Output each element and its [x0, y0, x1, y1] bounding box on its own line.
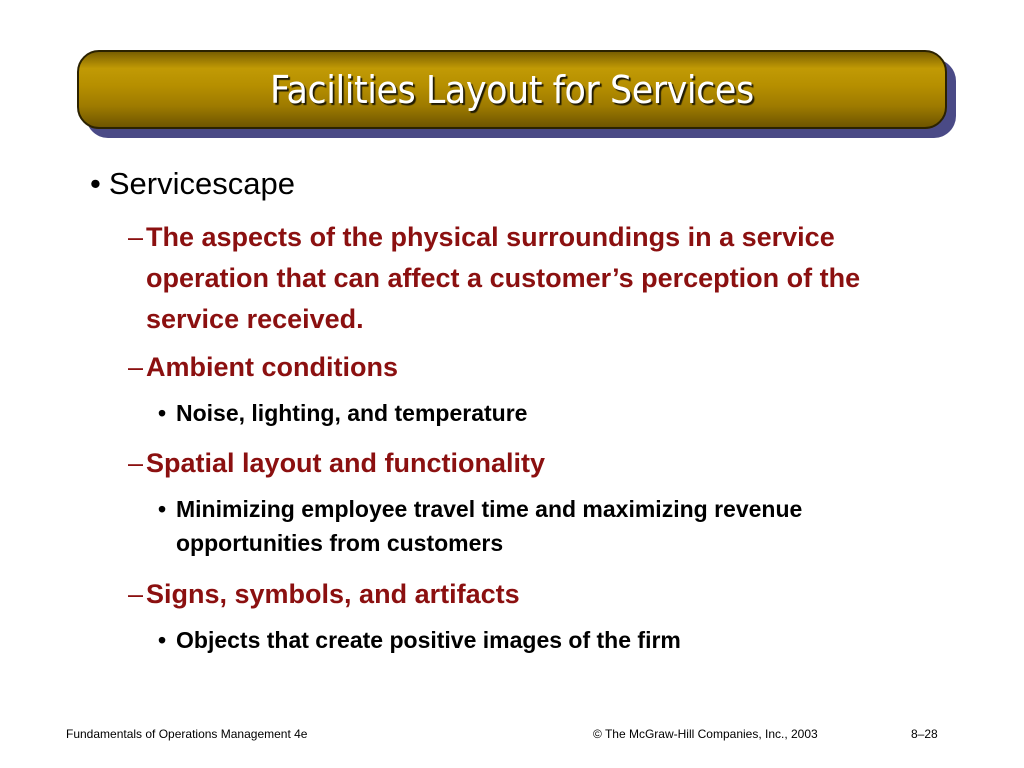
detail-text: Minimizing employee travel time and maximizing revenue opportunities from customers [176, 496, 803, 556]
footer-page-number: 8–28 [911, 727, 938, 741]
detail-spatial-layout [158, 492, 918, 560]
subbullet-definition [128, 217, 908, 340]
detail-ambient-conditions [158, 396, 918, 430]
subbullet-spatial-layout [128, 443, 908, 484]
detail-signs-symbols [158, 623, 918, 657]
bullet-icon: • [158, 496, 167, 522]
definition-text: The aspects of the physical surroundings in a service operation that can affect a customer’s perception of the service received. [146, 222, 861, 334]
slide-title: Facilities Layout for Services [270, 67, 754, 112]
bullet-icon: • [90, 166, 101, 201]
dash-icon: – [128, 352, 144, 382]
subbullet-ambient-conditions [128, 347, 908, 388]
subpoint-label: Ambient conditions [146, 352, 398, 382]
footer-book-title: Fundamentals of Operations Management 4e [66, 727, 308, 741]
subpoint-label: Spatial layout and functionality [146, 448, 546, 478]
detail-text: Noise, lighting, and temperature [176, 400, 528, 426]
main-point-text: Servicescape [108, 166, 295, 201]
dash-icon: – [128, 579, 144, 609]
bullet-servicescape [90, 166, 295, 202]
dash-icon: – [128, 222, 144, 252]
detail-text: Objects that create positive images of the firm [176, 627, 681, 653]
subpoint-label: Signs, symbols, and artifacts [146, 579, 520, 609]
bullet-icon: • [158, 627, 167, 653]
bullet-icon: • [158, 400, 167, 426]
subbullet-signs-symbols [128, 574, 908, 615]
dash-icon: – [128, 448, 144, 478]
footer-copyright: © The McGraw-Hill Companies, Inc., 2003 [593, 727, 818, 741]
